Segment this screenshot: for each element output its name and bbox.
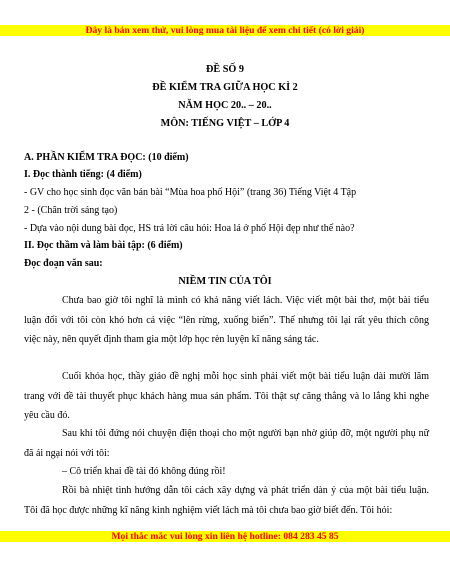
preview-notice-banner: Đây là bản xem thử, vui lòng mua tài liệu để xem chi tiết (có lời giải) [0,25,450,36]
story-paragraph-4: – Cô triển khai đề tài đó không đúng rồi! [62,466,226,477]
story-title: NIỀM TIN CỦA TÔI [178,276,272,287]
subject: MÔN: TIẾNG VIỆT – LỚP 4 [160,118,290,129]
part1-line1: - GV cho học sinh đọc văn bản bài “Mùa hoa phố Hội” (trang 36) Tiếng Việt 4 Tập [24,187,357,198]
part1-line3: - Dựa vào nội dung bài đọc, HS trả lời câu hỏi: Hoa lá ở phố Hội đẹp như thế nào? [24,223,355,234]
story-paragraph-1: Chưa bao giờ tôi nghĩ là mình có khả năng viết lách. Việc viết một bài thơ, một bài tiểu luận đối với tôi còn khó hơn cả việc “lên rừng, xuống biển”. Thế nhưng tôi lại rất yêu thích công việc này, nên quyết định tham gia một lớp học rèn luyện kĩ năng sáng tác. [24,295,429,345]
school-year: NĂM HỌC 20.. – 20.. [178,100,272,111]
story-paragraph-2: Cuối khóa học, thầy giáo đề nghị mỗi học sinh phải viết một bài tiểu luận dài mười lăm trang với đề tài thuyết phục khách hàng mua sản phẩm. Tôi thật sự căng thẳng và lo lắng khi nghe yêu cầu đó. [24,371,429,421]
story-paragraph-5: Rồi bà nhiệt tình hướng dẫn tôi cách xây dựng và phát triển dàn ý của một bài tiểu luận. Tôi đã học được những kĩ năng kinh nghiệm viết lách mà tôi chưa bao giờ biết đến. Tôi hỏi: [24,485,429,516]
part1-line2: 2 - (Chân trời sáng tạo) [24,205,118,216]
exam-title: ĐỀ KIỂM TRA GIỮA HỌC KÌ 2 [152,82,298,93]
read-label: Đọc đoạn văn sau: [24,258,103,269]
section-a-heading: A. PHẦN KIỂM TRA ĐỌC: (10 điểm) [24,152,189,163]
story-paragraph-3: Sau khi tôi đứng nói chuyện điện thoại cho một người bạn nhờ giúp đỡ, một người phụ nữ đã ái ngại nói với tôi: [24,428,429,459]
part2-heading: II. Đọc thầm và làm bài tập: (6 điểm) [24,240,183,251]
part1-heading: I. Đọc thành tiếng: (4 điểm) [24,169,142,180]
exam-number: ĐỀ SỐ 9 [206,64,244,75]
hotline-banner: Mọi thắc mắc vui lòng xin liên hệ hotline: 084 283 45 85 [0,531,450,542]
